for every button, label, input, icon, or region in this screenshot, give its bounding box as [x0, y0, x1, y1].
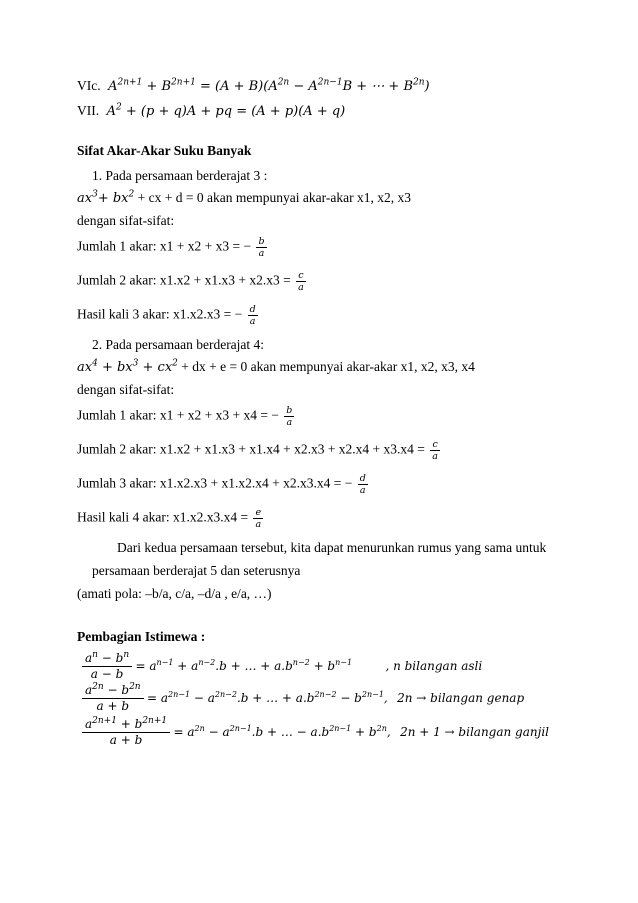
quartic-product: [77, 507, 265, 530]
fraction-a2n-minus-b2n: $\frac{a^{2n} - b^{2n}}{a + b}$: [82, 683, 144, 714]
fraction-d-over-a: $\frac{d}{a}$: [249, 304, 256, 327]
formula-3-note: 2n + 1 → bilangan ganjil: [400, 724, 550, 739]
identity-vii: [77, 103, 345, 120]
cubic-with-props: dengan sifat-sifat:: [77, 213, 175, 228]
cubic-sum1: [77, 236, 269, 259]
paragraph-line2: persamaan berderajat 5 dan seterusnya: [92, 563, 301, 578]
cubic-sum1-label: Jumlah 1 akar: x1 + x2 + x3 = −: [77, 238, 252, 254]
quartic-equation-lhs: $ax^4 + bx^3 + cx^2$: [77, 358, 178, 375]
cubic-product-label: Hasil kali 3 akar: x1.x2.x3 = −: [77, 306, 243, 322]
identity-vii-formula: $A^2 + (p + q)A$ + pq = (A + p)(A + q): [102, 102, 346, 119]
special-division-formula-1: [82, 651, 482, 682]
fraction-e-over-a: $\frac{e}{a}$: [255, 507, 262, 530]
cubic-sum2-label: Jumlah 2 akar: x1.x2 + x1.x3 + x2.x3 =: [77, 272, 291, 288]
formula-1-rhs: = $a^{n-1} + a^{n-2}.b$ + … + $a.b^{n-2} + b^{n-1}$: [135, 657, 353, 673]
quartic-sum2-label: Jumlah 2 akar: x1.x2 + x1.x3 + x1.x4 + x2.x3 + x2.x4 + x3.x4 =: [77, 441, 425, 457]
quartic-equation-rest: + dx + e = 0 akan mempunyai akar-akar x1, x2, x3, x4: [181, 359, 475, 374]
fraction-c-over-a: $\frac{c}{a}$: [298, 270, 304, 293]
special-division-formula-2: [82, 683, 524, 714]
cubic-equation: [77, 190, 411, 207]
quartic-sum2: [77, 439, 442, 462]
paragraph-line3: (amati pola: –b/a, c/a, –d/a , e/a, …): [77, 586, 272, 601]
cubic-sum2: [77, 270, 308, 293]
fraction-an-minus-bn: $\frac{a^n - b^n}{a - b}$: [82, 651, 132, 682]
quartic-with-props: dengan sifat-sifat:: [77, 382, 175, 397]
paragraph-line1: Dari kedua persamaan tersebut, kita dapat menurunkan rumus yang sama untuk: [117, 540, 547, 555]
formula-2-rhs: = $a^{2n-1} - a^{2n-2}.b$ + … + $a.b^{2n-2} - b^{2n-1}$,: [146, 689, 388, 705]
cubic-item: 1. Pada persamaan berderajat 3 :: [92, 168, 268, 183]
formula-2-note: 2n → bilangan genap: [397, 690, 525, 705]
quartic-sum3: [77, 473, 370, 496]
identity-vic: [77, 78, 430, 95]
quartic-sum1-label: Jumlah 1 akar: x1 + x2 + x3 + x4 = −: [77, 407, 279, 423]
formula-1-note: , n bilangan asli: [385, 658, 483, 673]
fraction-d-over-a: $\frac{d}{a}$: [359, 473, 366, 496]
fraction-b-over-a: $\frac{b}{a}$: [258, 236, 265, 259]
cubic-equation-lhs: $ax^3+ bx^2$: [77, 189, 135, 206]
special-division-title: Pembagian Istimewa :: [77, 629, 206, 644]
fraction-b-over-a: $\frac{b}{a}$: [286, 405, 293, 428]
section-title: Sifat Akar-Akar Suku Banyak: [77, 143, 252, 158]
special-division-formula-3: [82, 717, 549, 748]
fraction-c-over-a: $\frac{c}{a}$: [432, 439, 438, 462]
quartic-sum3-label: Jumlah 3 akar: x1.x2.x3 + x1.x2.x4 + x2.x3.x4 = −: [77, 475, 353, 491]
identity-vii-label: VII.: [77, 103, 100, 118]
identity-vic-label: VIc.: [77, 78, 101, 93]
quartic-product-label: Hasil kali 4 akar: x1.x2.x3.x4 =: [77, 509, 249, 525]
quartic-sum1: [77, 405, 296, 428]
formula-3-rhs: = $a^{2n} - a^{2n-1}.b$ + … − $a.b^{2n-1} + b^{2n}$,: [173, 723, 391, 739]
quartic-equation: [77, 359, 475, 376]
quartic-item: 2. Pada persamaan berderajat 4:: [92, 337, 265, 352]
cubic-equation-rest: + cx + d = 0 akan mempunyai akar-akar x1, x2, x3: [137, 190, 411, 205]
fraction-a2n1-plus-b2n1: $\frac{a^{2n+1} + b^{2n+1}}{a + b}$: [82, 717, 170, 748]
cubic-product: [77, 304, 260, 327]
identity-vic-formula: $A^{2n+1} + B^{2n+1} = (A + B)(A^{2n} - A^{2n-1}B$ + ⋯ + $B^{2n}$): [104, 77, 430, 94]
